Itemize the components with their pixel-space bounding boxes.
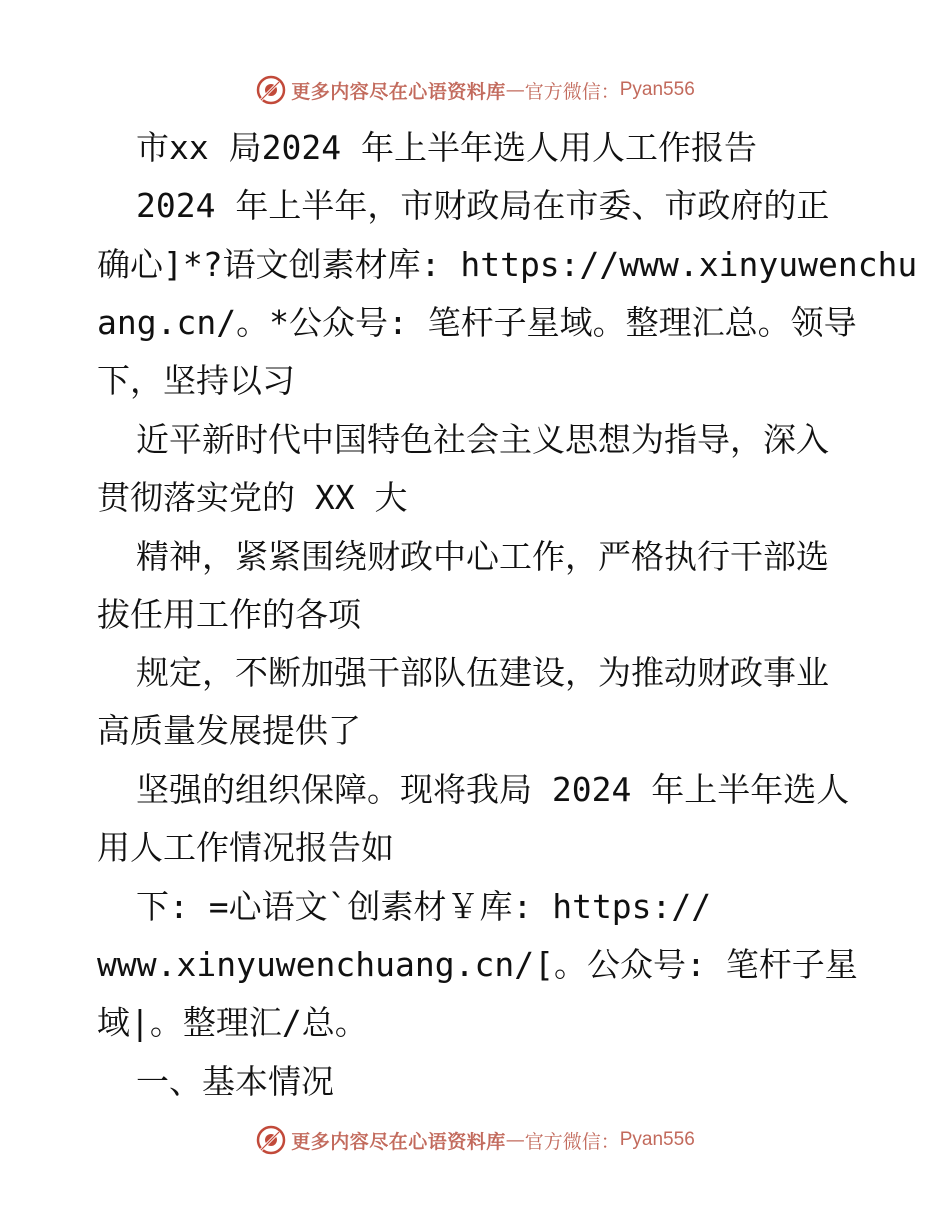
header-banner-separator: — bbox=[505, 79, 525, 101]
paragraph-line: 域|。整理汇/总。 bbox=[97, 1003, 368, 1042]
paragraph-line: 近平新时代中国特色社会主义思想为指导，深入 bbox=[136, 420, 829, 459]
paragraph-line: 贯彻落实党的 XX 大 bbox=[97, 478, 408, 517]
paragraph-line: 2024 年上半年，市财政局在市委、市政府的正 bbox=[136, 186, 830, 225]
paragraph-line: 精神，紧紧围绕财政中心工作，严格执行干部选 bbox=[136, 537, 829, 576]
paragraph-line: 高质量发展提供了 bbox=[97, 711, 361, 750]
footer-banner-text: 更多内容尽在心语资料库 bbox=[291, 1130, 506, 1153]
document-title: 市xx 局2024 年上半年选人用人工作报告 bbox=[136, 128, 757, 167]
footer-banner-separator: — bbox=[505, 1129, 525, 1151]
paragraph-line: 下，坚持以习 bbox=[97, 361, 295, 400]
paragraph-line: 确心]*?语文创素材库: https://www.xinyuwenchu bbox=[97, 245, 918, 284]
pen-logo-icon bbox=[255, 1124, 287, 1156]
paragraph-line: 下: =心语文`创素材￥库: https:// bbox=[136, 887, 712, 926]
paragraph-line: 用人工作情况报告如 bbox=[97, 828, 394, 867]
footer-banner-contact-label: 官方微信： bbox=[524, 1130, 620, 1153]
paragraph-line: 拔任用工作的各项 bbox=[97, 595, 361, 634]
paragraph-line: 坚强的组织保障。现将我局 2024 年上半年选人 bbox=[136, 770, 850, 809]
header-banner-text: 更多内容尽在心语资料库 bbox=[291, 80, 506, 103]
header-banner-contact-id: Pyan556 bbox=[619, 79, 695, 100]
footer-banner bbox=[0, 1120, 950, 1160]
header-banner-contact-label: 官方微信： bbox=[524, 80, 620, 103]
paragraph-line: ang.cn/。*公众号: 笔杆子星域。整理汇总。领导 bbox=[97, 303, 857, 342]
section-heading: 一、基本情况 bbox=[136, 1062, 334, 1101]
pen-logo-icon bbox=[255, 74, 287, 106]
footer-banner-contact-id: Pyan556 bbox=[619, 1129, 695, 1150]
paragraph-line: www.xinyuwenchuang.cn/[。公众号: 笔杆子星 bbox=[97, 945, 858, 984]
header-banner bbox=[0, 70, 950, 110]
paragraph-line: 规定，不断加强干部队伍建设，为推动财政事业 bbox=[136, 653, 829, 692]
